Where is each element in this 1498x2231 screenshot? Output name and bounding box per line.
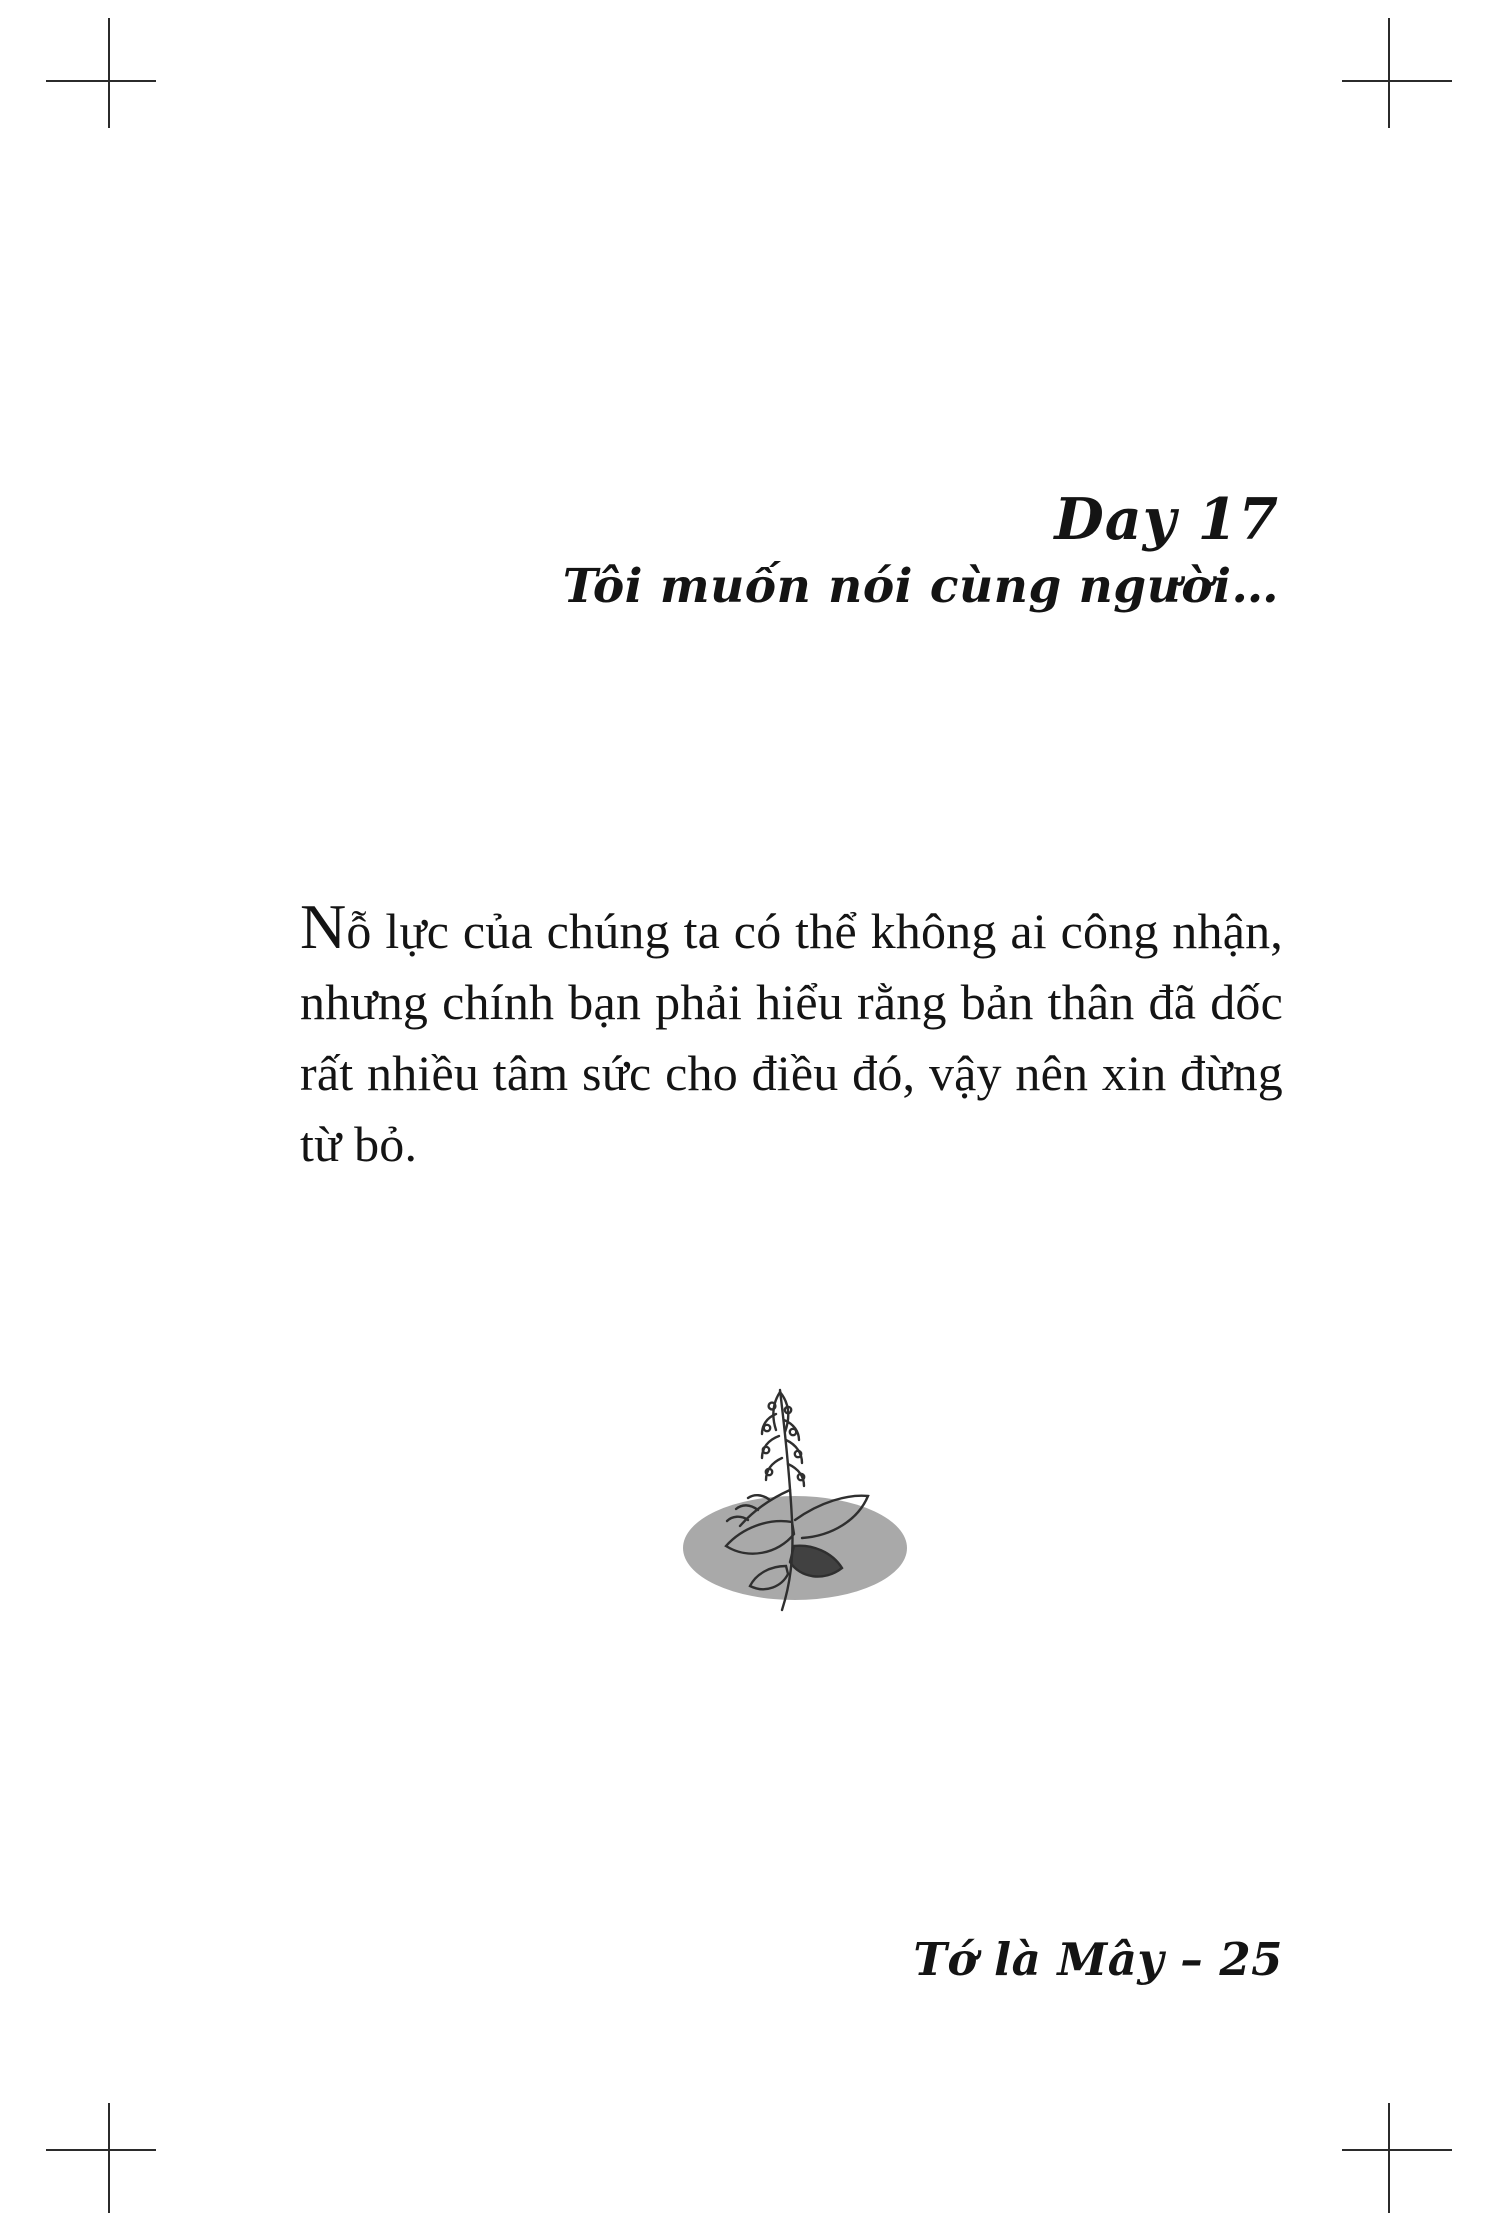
crop-mark-bottom-right	[1342, 2103, 1452, 2213]
crop-mark-bottom-left	[46, 2103, 156, 2213]
page-footer: Tớ là Mây – 25	[913, 1933, 1283, 1986]
crop-mark-top-right	[1342, 18, 1452, 128]
ornament-container	[300, 1370, 1283, 1630]
body-paragraph: Nỗ lực của chúng ta có thể không ai công nhận, nhưng chính bạn phải hiểu rằng bản thân đã dốc rất nhiều tâm sức cho điều đó, vậy nên xin đừng từ bỏ.	[300, 891, 1283, 1172]
botanical-sprig-icon	[662, 1370, 922, 1630]
day-label: Day 17	[1054, 486, 1279, 553]
crop-mark-top-left	[46, 18, 156, 128]
page-content	[300, 0, 1283, 2231]
page-subtitle: Tôi muốn nói cùng người…	[562, 558, 1279, 614]
page-header	[300, 486, 1283, 614]
